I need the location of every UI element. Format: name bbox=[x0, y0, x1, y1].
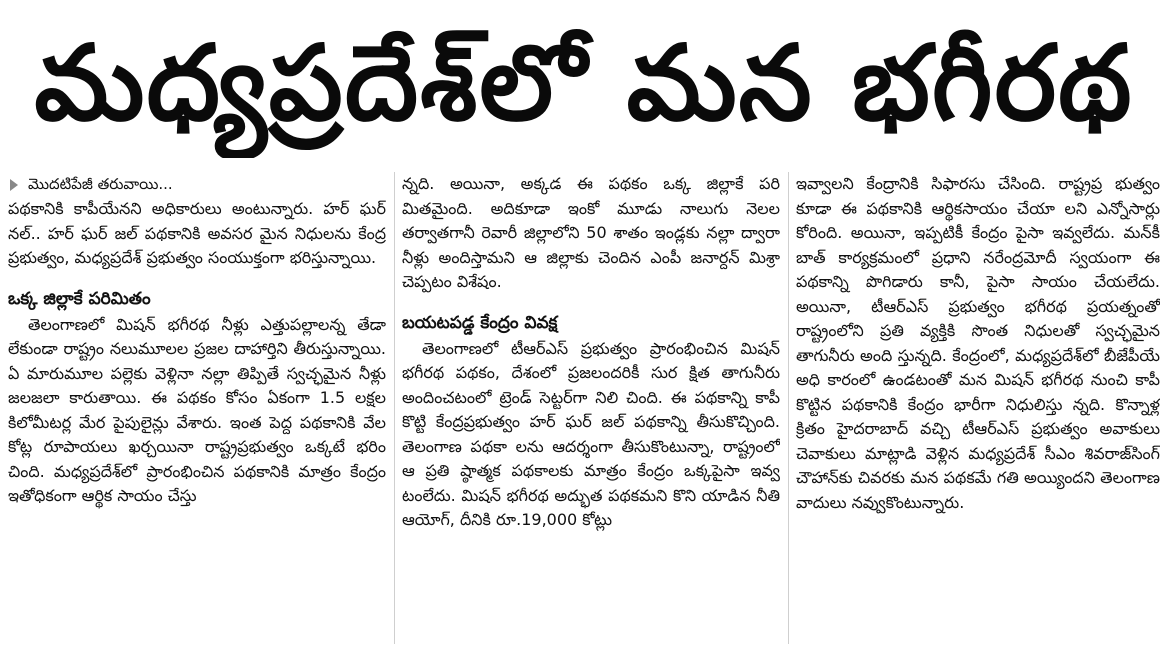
article-column-2 bbox=[402, 172, 780, 644]
article-column-1 bbox=[8, 172, 386, 644]
article-column-3 bbox=[796, 172, 1160, 644]
continued-marker bbox=[8, 172, 386, 197]
paragraph: ఇవ్వాలని కేంద్రానికి సిఫారసు చేసింది. రాష్ట్రప్ర భుత్వం కూడా ఈ పథకానికి ఆర్థికసాయం చేయా లని ఎన్నోసార్లు కోరింది. అయినా, ఇప్పటికీ కేంద్రం పైసా ఇవ్వలేదు. మన్‌కీ బాత్‌ కార్యక్రమంలో ప్రధాని నరేంద్రమోదీ స్వయంగా ఈ పథకాన్ని పొగిడారు కానీ, పైసా సాయం చేయలేదు. అయినా, టీఆర్‌ఎస్‌ ప్రభుత్వం భగీరథ ప్రయత్నంతో రాష్ట్రంలోని ప్రతి వ్యక్తికి సొంత నిధులతో స్వచ్ఛమైన తాగునీరు అంది స్తున్నది. కేంద్రంలో, మధ్యప్రదేశ్‌లో బీజేపీయే అధి కారంలో ఉండటంతో మన మిషన్‌ భగీరథ నుంచి కాపీ కొట్టిన పథకానికి కేంద్రం భారీగా నిధులిస్తు న్నది. కొన్నాళ్ల క్రితం హైదరాబాద్‌ వచ్చి టీఆర్‌ఎస్‌ ప్రభుత్వం అవాకులు చెవాకులు మాట్లాడి వెళ్లిన మధ్యప్రదేశ్‌ సీఎం శివరాజ్‌సింగ్‌ చౌహాన్‌కు చివరకు మన పథకమే గతి అయ్యిందని తెలంగాణ వాదులు నవ్వుకొంటున్నారు. bbox=[796, 174, 1160, 512]
paragraph: పథకానికి కాపీయేనని అధికారులు అంటున్నారు. హర్‌ ఘర్‌ నల్‌.. హర్‌ ఘర్‌ జల్‌ పథకానికి అవసర మైన నిధులను కేంద్ర ప్రభుత్వం, మధ్యప్రదేశ్‌ ప్రభుత్వం సంయుక్తంగా భరిస్తున్నాయి. bbox=[8, 199, 386, 267]
paragraph: న్నది. అయినా, అక్కడ ఈ పథకం ఒక్క జిల్లాకే పరి మితమైంది. అదికూడా ఇంకో మూడు నాలుగు నెలల తర్వాతగానీ రెవారీ జిల్లాలోని 50 శాతం ఇండ్లకు నల్లా ద్వారా నీళ్లు అందిస్తామని ఆ జిల్లాకు చెందిన ఎంపీ జనార్దన్‌ మిశ్రా చెప్పటం విశేషం. bbox=[402, 174, 780, 291]
column-divider bbox=[788, 172, 789, 644]
headline: మధ్యప్రదేశ్‌లో మన భగీరథ bbox=[34, 22, 1134, 144]
subheading: బయటపడ్డ కేంద్రం వివక్ష bbox=[402, 312, 558, 333]
continued-label: మొదటిపేజీ తరువాయి... bbox=[28, 175, 173, 194]
paragraph: తెలంగాణలో మిషన్‌ భగీరథ నీళ్లు ఎత్తుపల్లాలన్న తేడా లేకుండా రాష్ట్రం నలుమూలల ప్రజల దాహార్తిని తీరుస్తున్నాయి. ఏ మారుమూల పల్లెకు వెళ్లినా నల్లా తిప్పితే స్వచ్ఛమైన నీళ్లు జలజలా కారుతాయి. ఈ పథకం కోసం ఏకంగా 1.5 లక్షల కిలోమీటర్ల మేర పైపులైన్లు వేశారు. ఇంత పెద్ద పథకానికి వేల కోట్ల రూపాయలు ఖర్చయినా రాష్ట్రప్రభుత్వం ఒక్కటే భరిం చింది. మధ్యప్రదేశ్‌లో ప్రారంభించిన పథకానికి మాత్రం కేంద్రం ఇతోధికంగా ఆర్థిక సాయం చేస్తు bbox=[8, 314, 386, 505]
subheading: ఒక్క జిల్లాకే పరిమితం bbox=[8, 288, 151, 309]
column-divider bbox=[394, 172, 395, 644]
chevron-right-icon bbox=[8, 178, 20, 192]
paragraph: తెలంగాణలో టీఆర్‌ఎస్‌ ప్రభుత్వం ప్రారంభించిన మిషన్‌ భగీరథ పథకం, దేశంలో ప్రజలందరికీ సుర క్షిత తాగునీరు అందించటంలో ట్రెండ్‌ సెట్టర్‌గా నిలి చింది. ఈ పథకాన్ని కాపీ కొట్టి కేంద్రప్రభుత్వం హర్‌ ఘర్‌ జల్‌ పథకాన్ని తీసుకొచ్చింది. తెలంగాణ పథకా లను ఆదర్శంగా తీసుకొంటున్నా, రాష్ట్రంలో ఆ ప్రతి ష్ఠాత్మక పథకాలకు మాత్రం కేంద్రం ఒక్కపైసా ఇవ్వ టంలేదు. మిషన్‌ భగీరథ అద్భుత పథకమని కొని యాడిన నీతి ఆయోగ్‌, దీనికి రూ.19,000 కోట్లు bbox=[402, 338, 780, 529]
